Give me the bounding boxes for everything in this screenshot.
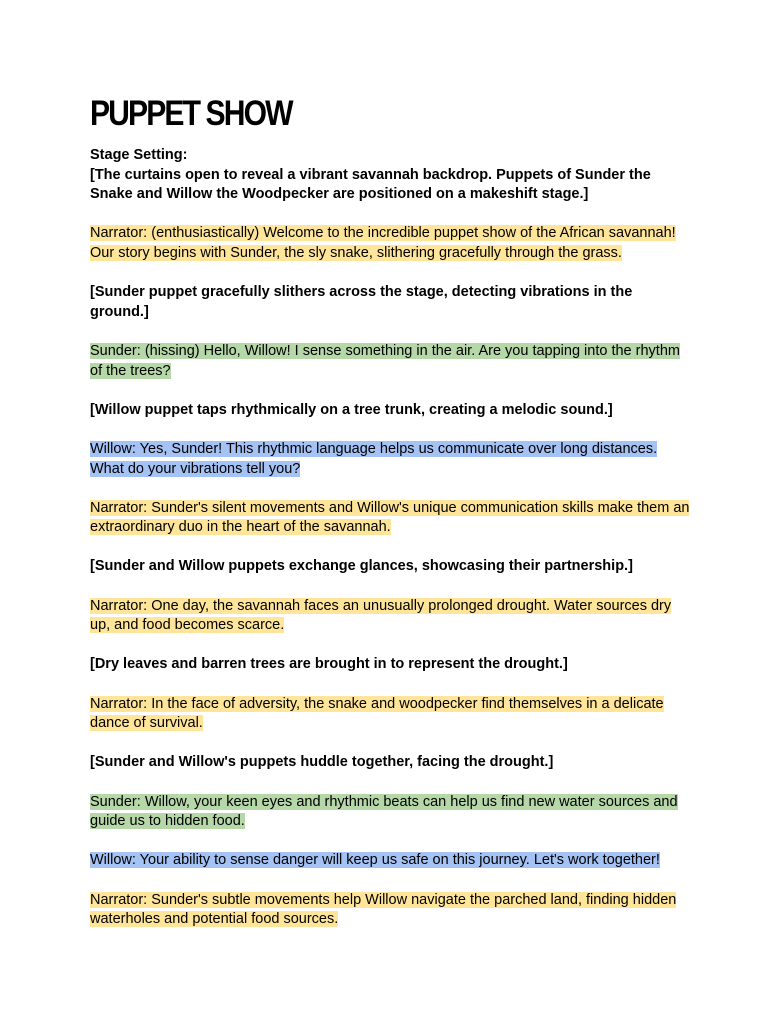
sunder-line (90, 793, 690, 832)
sunder-line-text: Sunder: (hissing) Hello, Willow! I sense something in the air. Are you tapping into the rhythm of the trees? (90, 342, 680, 379)
willow-line (90, 851, 690, 871)
narrator-line-text: Narrator: Sunder's subtle movements help Willow navigate the parched land, finding hidden waterholes and potential food sources. (90, 891, 677, 928)
willow-line-text: Willow: Your ability to sense danger will keep us safe on this journey. Let's work together! (90, 852, 660, 869)
script-body (90, 166, 690, 930)
narrator-line-text: Narrator: Sunder's silent movements and Willow's unique communication skills make them an extraordinary duo in the heart of the savannah. (90, 499, 690, 536)
stage-direction: [Sunder puppet gracefully slithers across the stage, detecting vibrations in the ground.] (90, 284, 633, 320)
narrator-line-text: Narrator: In the face of adversity, the snake and woodpecker find themselves in a delicate dance of survival. (90, 695, 664, 732)
narrator-line (90, 224, 690, 263)
narrator-line (90, 499, 690, 538)
willow-line-text: Willow: Yes, Sunder! This rhythmic language helps us communicate over long distances. What do your vibrations tell you? (90, 440, 658, 477)
narrator-line (90, 597, 690, 636)
narrator-line-text: Narrator: One day, the savannah faces an unusually prolonged drought. Water sources dry up, and food becomes scarce. (90, 597, 672, 634)
sunder-line-text: Sunder: Willow, your keen eyes and rhythmic beats can help us find new water sources and guide us to hidden food. (90, 793, 678, 830)
narrator-line (90, 891, 690, 930)
narrator-line-text: Narrator: (enthusiastically) Welcome to the incredible puppet show of the African savannah! Our story begins with Sunder, the sly snake, slithering gracefully through the grass. (90, 225, 676, 261)
sunder-line (90, 342, 690, 381)
document-page (90, 94, 690, 949)
stage-direction: [Dry leaves and barren trees are brought in to represent the drought.] (90, 656, 568, 673)
stage-direction: [Sunder and Willow puppets exchange glances, showcasing their partnership.] (90, 558, 633, 575)
narrator-line (90, 695, 690, 734)
willow-line (90, 440, 690, 479)
stage-direction: [Willow puppet taps rhythmically on a tree trunk, creating a melodic sound.] (90, 401, 613, 418)
stage-direction: [The curtains open to reveal a vibrant savannah backdrop. Puppets of Sunder the Snake and Willow the Woodpecker are positioned on a makeshift stage.] (90, 166, 651, 203)
stage-direction: [Sunder and Willow's puppets huddle together, facing the drought.] (90, 754, 554, 771)
document-title: PUPPET SHOW (90, 94, 292, 133)
stage-setting-label: Stage Setting: (90, 147, 188, 163)
